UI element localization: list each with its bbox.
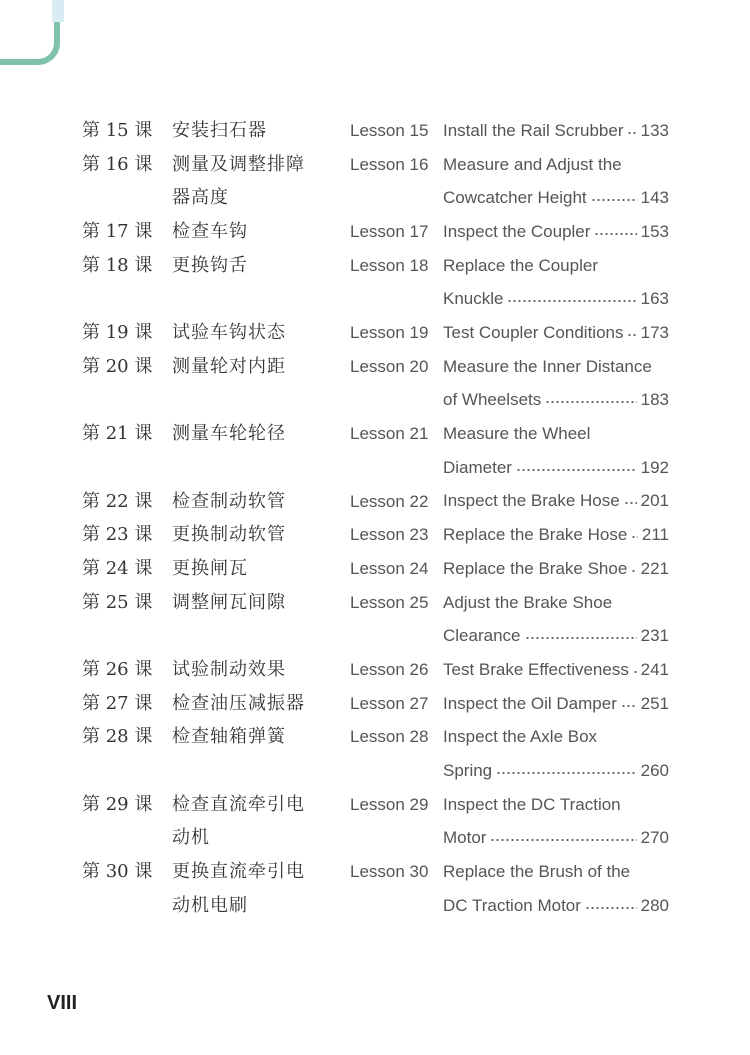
toc-entry-line [443,552,669,586]
cn-lesson-number: 第 27 课 [82,692,153,714]
dot-leader [621,705,637,707]
toc-row [0,720,750,754]
en-lesson-title: Knuckle [443,289,504,309]
toc-row [0,855,750,889]
en-lesson-number: Lesson 28 [350,727,429,747]
dot-leader [631,570,636,572]
toc-row [0,821,750,855]
toc-row [0,518,750,552]
toc-page-number: 221 [640,558,669,578]
en-lesson-title: Diameter [443,457,512,477]
toc-page-number: 270 [640,828,669,848]
cn-lesson-number: 第 18 课 [82,254,153,276]
dot-leader [585,907,637,909]
toc-entry-line [443,485,669,519]
toc-page-number: 153 [640,221,669,241]
toc-row [0,215,750,249]
cn-lesson-title: 测量及调整排障 [172,153,305,175]
en-lesson-number: Lesson 15 [350,121,429,140]
cn-lesson-title: 更换闸瓦 [172,557,248,579]
cn-lesson-number: 第 23 课 [82,524,153,546]
toc-page-number: 183 [640,390,669,410]
en-lesson-number: Lesson 17 [350,222,429,242]
toc-page-number: 211 [641,525,669,545]
toc-row [0,181,750,215]
cn-lesson-number: 第 17 课 [82,221,153,243]
toc-row [0,754,750,788]
cn-lesson-number: 第 26 课 [82,659,153,680]
toc-entry-line [443,282,669,316]
toc-row [0,350,750,384]
dot-leader [496,772,636,774]
en-lesson-title: Test Brake Effectiveness [443,659,629,679]
cn-lesson-title: 检查车钩 [172,221,248,243]
toc-page-number: 143 [640,188,669,208]
en-lesson-title: Inspect the DC Traction [443,794,621,814]
cn-lesson-number: 第 16 课 [82,153,153,175]
cn-lesson-title: 器高度 [172,187,229,209]
en-lesson-title: Measure the Inner Distance [443,356,652,376]
dot-leader [525,637,637,639]
toc-row [0,619,750,653]
toc-row [0,586,750,620]
toc-row [0,687,750,721]
cn-lesson-title: 测量轮对内距 [172,355,286,377]
cn-lesson-title: 调整闸瓦间隙 [172,591,286,613]
dot-leader [594,233,636,235]
cn-lesson-title: 动机 [172,827,210,849]
cn-lesson-title: 检查直流牵引电 [172,793,305,815]
table-of-contents [0,114,750,923]
cn-lesson-title: 更换钩舌 [172,254,248,276]
en-lesson-number: Lesson 19 [350,323,429,343]
en-lesson-number: Lesson 21 [350,424,429,444]
toc-entry-line [443,821,669,855]
en-lesson-title: Test Coupler Conditions [443,322,624,342]
en-lesson-title: Inspect the Coupler [443,221,591,241]
en-lesson-title: Inspect the Brake Hose [443,491,620,511]
toc-page-number: 192 [640,457,669,477]
en-lesson-title: Replace the Coupler [443,255,598,275]
cn-lesson-number: 第 28 课 [82,726,153,748]
toc-entry-line [443,518,669,552]
toc-page-number: 163 [640,289,669,309]
dot-leader [624,502,637,504]
cn-lesson-title: 安装扫石器 [172,120,267,141]
toc-page-number: 280 [640,895,669,915]
en-lesson-title: Replace the Brake Shoe [443,558,628,578]
cn-lesson-number: 第 21 课 [82,423,153,445]
en-lesson-title: Inspect the Axle Box [443,727,598,747]
cn-lesson-title: 试验车钩状态 [172,322,286,344]
toc-row [0,889,750,923]
toc-entry-line [443,114,669,148]
cn-lesson-number: 第 15 课 [82,120,153,141]
en-lesson-title: Motor [443,828,487,848]
en-lesson-title: Inspect the Oil Damper [443,693,617,713]
cn-lesson-title: 检查制动软管 [172,490,286,512]
toc-entry-line [443,754,669,788]
dot-leader [507,300,636,302]
corner-strip-decoration [52,0,64,22]
cn-lesson-title: 更换制动软管 [172,524,286,546]
cn-lesson-title: 检查轴箱弹簧 [172,726,286,748]
toc-entry-line [443,687,669,721]
toc-page-number: 201 [640,491,669,511]
en-lesson-number: Lesson 26 [350,660,429,679]
en-lesson-title: Replace the Brake Hose [443,525,628,545]
corner-decoration [0,0,60,65]
toc-page-number: 260 [640,760,669,780]
cn-lesson-title: 更换直流牵引电 [172,861,305,883]
cn-lesson-title: 动机电刷 [172,894,248,916]
en-lesson-title: Clearance [443,626,521,646]
toc-entry-line [443,653,669,687]
toc-row [0,653,750,687]
toc-row [0,552,750,586]
en-lesson-number: Lesson 24 [350,558,429,578]
cn-lesson-number: 第 20 课 [82,355,153,377]
dot-leader [627,334,636,336]
cn-lesson-title: 试验制动效果 [172,659,286,680]
toc-row [0,451,750,485]
cn-lesson-number: 第 24 课 [82,557,153,579]
en-lesson-number: Lesson 18 [350,255,429,275]
en-lesson-number: Lesson 25 [350,592,429,612]
toc-page-number: 231 [640,626,669,646]
en-lesson-title: Install the Rail Scrubber [443,120,624,140]
toc-row [0,316,750,350]
cn-lesson-number: 第 25 课 [82,591,153,613]
cn-lesson-title: 测量车轮轮径 [172,423,286,445]
cn-lesson-number: 第 19 课 [82,322,153,344]
en-lesson-title: Spring [443,760,493,780]
en-lesson-title: Cowcatcher Height [443,188,587,208]
toc-entry-line [443,384,669,418]
en-lesson-number: Lesson 23 [350,525,429,545]
en-lesson-number: Lesson 30 [350,862,429,882]
cn-lesson-number: 第 29 课 [82,793,153,815]
en-lesson-number: Lesson 20 [350,356,429,376]
toc-row [0,282,750,316]
toc-entry-line [443,451,669,485]
dot-leader [490,839,636,841]
en-lesson-number: Lesson 29 [350,794,429,814]
toc-row [0,788,750,822]
toc-entry-line [443,619,669,653]
en-lesson-number: Lesson 22 [350,491,429,511]
en-lesson-title: of Wheelsets [443,390,542,410]
toc-entry-line [443,889,669,923]
dot-leader [591,199,637,201]
toc-page-number: 241 [640,659,669,679]
cn-lesson-title: 检查油压减振器 [172,692,305,714]
dot-leader [545,401,636,403]
dot-leader [627,132,636,134]
cn-lesson-number: 第 30 课 [82,861,153,883]
en-lesson-number: Lesson 16 [350,154,429,174]
toc-row [0,249,750,283]
toc-entry-line [443,215,669,249]
toc-entry-line [443,181,669,215]
toc-page-number: 173 [640,322,669,342]
en-lesson-title: Adjust the Brake Shoe [443,592,613,612]
toc-page-number: 133 [640,120,669,140]
en-lesson-title: Measure the Wheel [443,424,591,444]
en-lesson-number: Lesson 27 [350,693,429,713]
dot-leader [631,536,638,538]
toc-row [0,485,750,519]
page-number: VIII [47,992,78,1014]
toc-row [0,148,750,182]
en-lesson-title: Measure and Adjust the [443,154,622,174]
toc-page-number: 251 [640,693,669,713]
toc-row [0,384,750,418]
en-lesson-title: Replace the Brush of the [443,862,631,882]
en-lesson-title: DC Traction Motor [443,895,581,915]
dot-leader [633,671,637,673]
toc-entry-line [443,316,669,350]
cn-lesson-number: 第 22 课 [82,490,153,512]
dot-leader [516,469,637,471]
toc-row [0,114,750,148]
toc-row [0,417,750,451]
